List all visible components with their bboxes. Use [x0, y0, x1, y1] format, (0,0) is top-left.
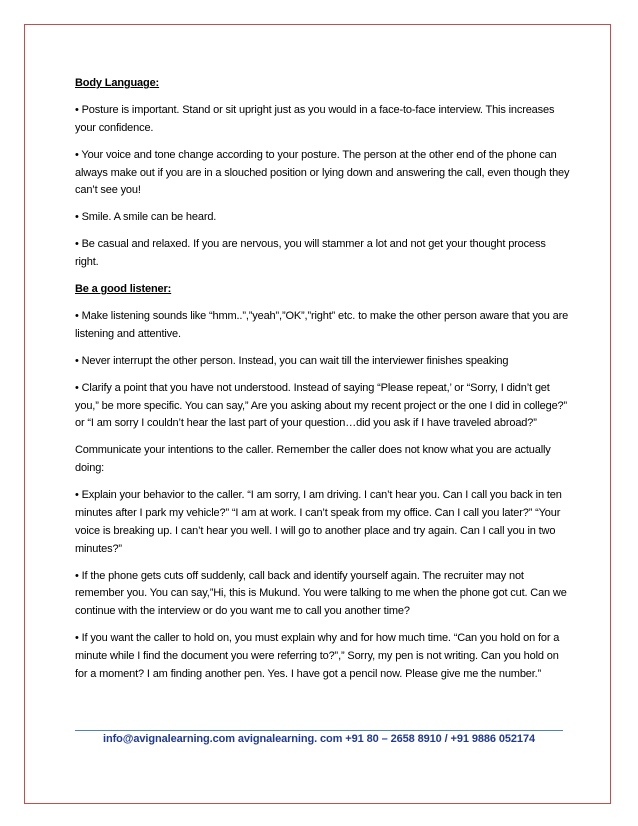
footer-contact: info@avignalearning.com avignalearning. com +91 80 – 2658 8910 / +91 9886 052174 [103, 733, 535, 745]
paragraph-smile: • Smile. A smile can be heard. [75, 211, 217, 224]
paragraph-clarify: • Clarify a point that you have not understood. Instead of saying “Please repeat,’ or “Sorry, I didn’t get you,” be more specific. You can say,” Are you asking about my recent project or the one I did in college?” or “I am sorry I couldn’t hear the last part of your question…did you ask if I have traveled abroad?” [75, 381, 568, 430]
paragraph-explain-behavior: • Explain your behavior to the caller. “I am sorry, I am driving. I can’t hear you. Can I call you back in ten minutes after I park my vehicle?” “I am at work. I can’t speak from my office. Can I call you later?” “Your voice is breaking up. I can’t hear you well. I will go to another place and try again. Can I call you in two minutes?” [75, 489, 562, 555]
paragraph-posture: • Posture is important. Stand or sit upright just as you would in a face-to-face interview. This increases your confidence. [75, 103, 555, 134]
heading-body-language: Body Language: [75, 77, 160, 89]
paragraph-voice-tone: • Your voice and tone change according to your posture. The person at the other end of the phone can always make out if you are in a slouched position or lying down and answering the call, even though they can’t see you! [75, 148, 570, 197]
paragraph-communicate: Communicate your intentions to the caller. Remember the caller does not know what you are actually doing: [75, 444, 551, 475]
paragraph-phone-cuts: • If the phone gets cuts off suddenly, call back and identify yourself again. The recruiter may not remember you. You can say,”Hi, this is Mukund. You were talking to me when the phone got cut. Can we continue with the interview or do you want me to call you another time? [75, 569, 567, 618]
paragraph-casual: • Be casual and relaxed. If you are nervous, you will stammer a lot and not get your thought process right. [75, 238, 546, 269]
paragraph-hold-on: • If you want the caller to hold on, you must explain why and for how much time. “Can you hold on for a minute while I find the document you were referring to?”,” Sorry, my pen is not writing. Can you hold on for a moment? I am finding another pen. Yes. I have got a pencil now. Please give me the number.” [75, 632, 560, 680]
paragraph-listening-sounds: • Make listening sounds like “hmm..”,”yeah”,”OK”,”right” etc. to make the other person aware that you are listening and attentive. [75, 310, 569, 340]
footer-rule [75, 730, 563, 731]
page-content [75, 75, 570, 693]
paragraph-never-interrupt: • Never interrupt the other person. Instead, you can wait till the interviewer finishes speaking [75, 354, 509, 367]
heading-good-listener: Be a good listener: [75, 283, 172, 296]
